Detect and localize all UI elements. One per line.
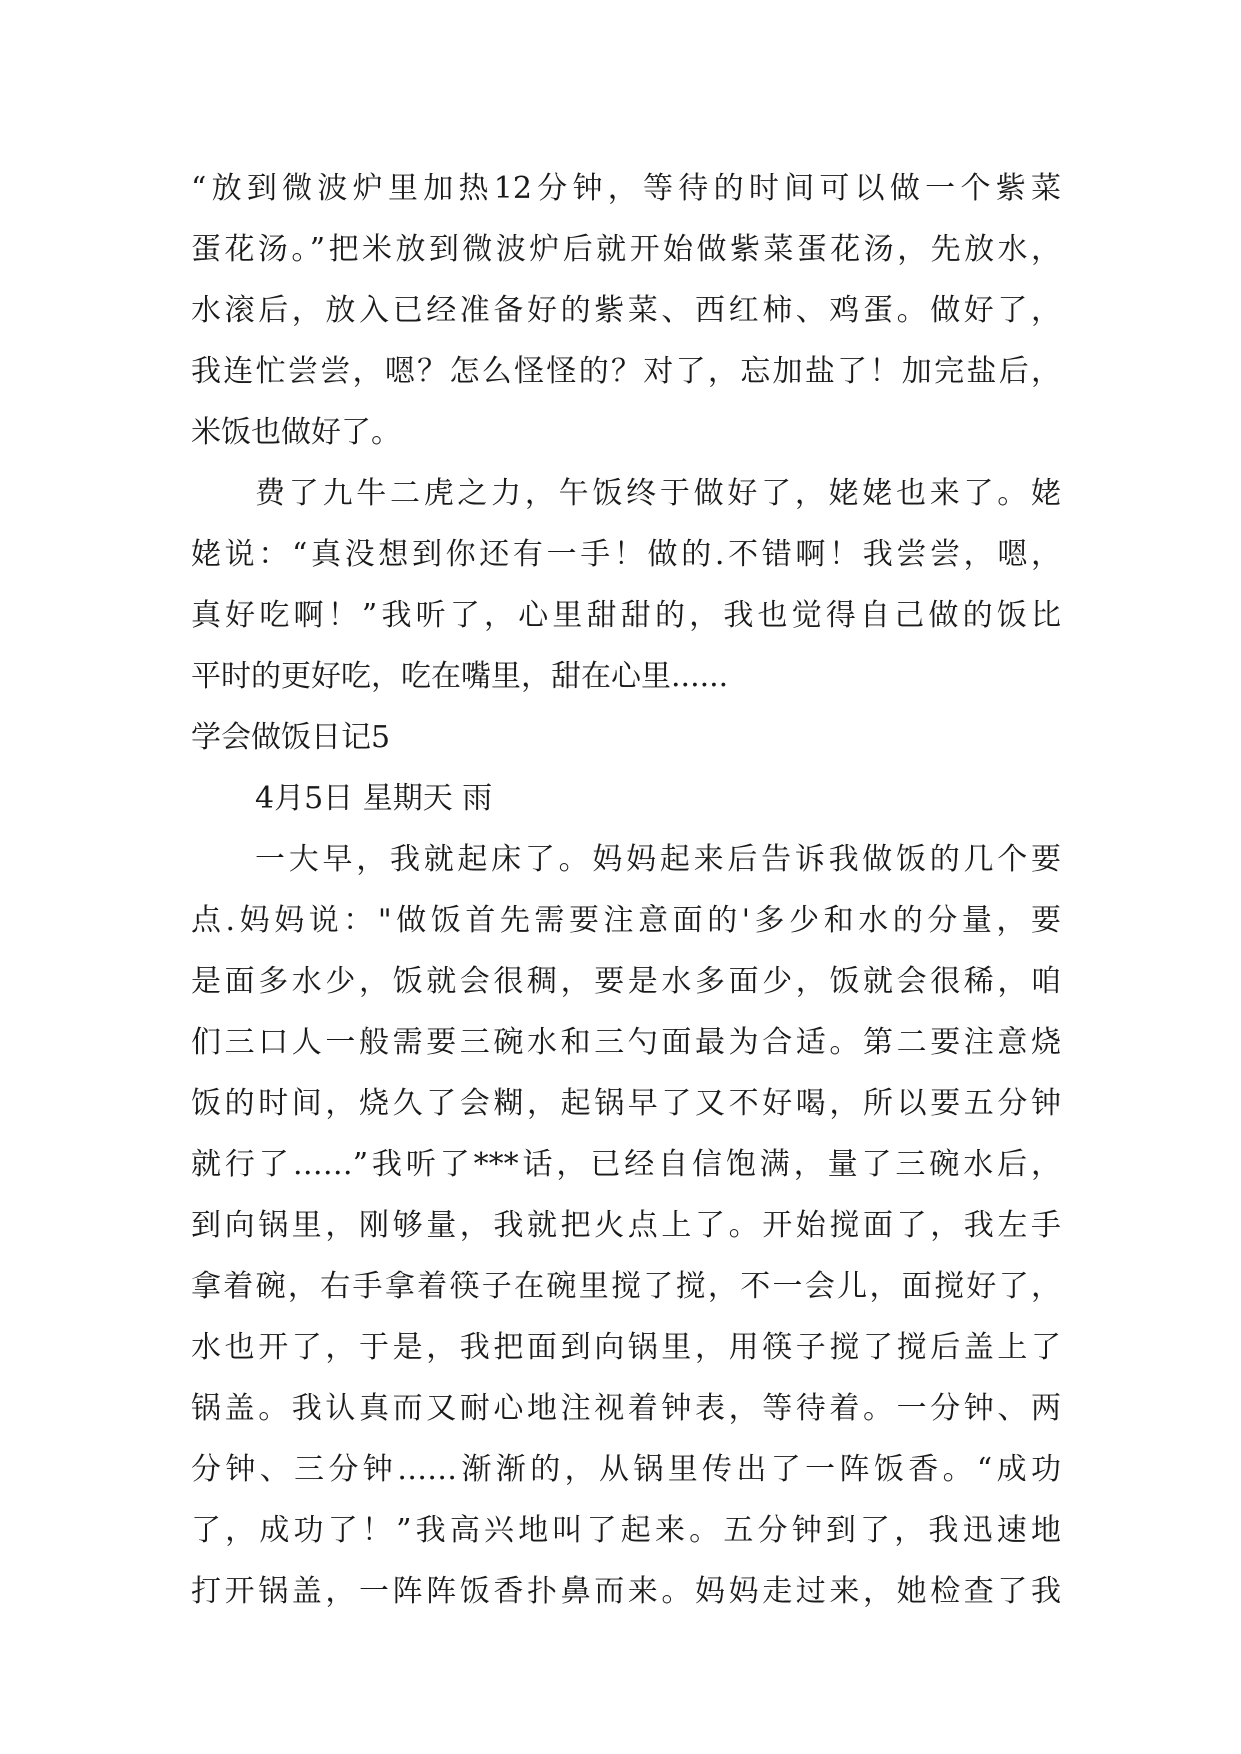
paragraph-line: 一大早，我就起床了。妈妈起来后告诉我做饭的几个要 <box>255 842 1061 877</box>
paragraph-line: 姥说：“真没想到你还有一手！做的.不错啊！我尝尝，嗯， <box>191 537 1061 572</box>
paragraph-line: 点.妈妈说："做饭首先需要注意面的'多少和水的分量，要 <box>191 903 1061 938</box>
document-body <box>191 158 1061 1622</box>
paragraph-line: 费了九牛二虎之力，午饭终于做好了，姥姥也来了。姥 <box>255 476 1061 511</box>
paragraph-line: 米饭也做好了。 <box>191 415 401 450</box>
paragraph-line: 打开锅盖，一阵阵饭香扑鼻而来。妈妈走过来，她检查了我 <box>191 1574 1061 1609</box>
paragraph-line: 真好吃啊！”我听了，心里甜甜的，我也觉得自己做的饭比 <box>191 598 1061 633</box>
paragraph-line: 了，成功了！”我高兴地叫了起来。五分钟到了，我迅速地 <box>191 1513 1061 1548</box>
paragraph-line: 饭的时间，烧久了会糊，起锅早了又不好喝，所以要五分钟 <box>191 1086 1061 1121</box>
paragraph-line: 是面多水少，饭就会很稠，要是水多面少，饭就会很稀，咱 <box>191 964 1061 999</box>
paragraph-line: 到向锅里，刚够量，我就把火点上了。开始搅面了，我左手 <box>191 1208 1061 1243</box>
paragraph-line: 我连忙尝尝，嗯？怎么怪怪的？对了，忘加盐了！加完盐后， <box>191 354 1061 389</box>
paragraph-line: 水滚后，放入已经准备好的紫菜、西红柿、鸡蛋。做好了， <box>191 293 1061 328</box>
paragraph-line: 拿着碗，右手拿着筷子在碗里搅了搅，不一会儿，面搅好了， <box>191 1269 1061 1304</box>
paragraph-line: “放到微波炉里加热12分钟，等待的时间可以做一个紫菜 <box>191 171 1061 206</box>
diary-date-line: 4月5日 星期天 雨 <box>255 781 493 816</box>
paragraph-line: 就行了……”我听了***话，已经自信饱满，量了三碗水后， <box>191 1147 1061 1182</box>
paragraph-line: 们三口人一般需要三碗水和三勺面最为合适。第二要注意烧 <box>191 1025 1061 1060</box>
paragraph-line: 锅盖。我认真而又耐心地注视着钟表，等待着。一分钟、两 <box>191 1391 1061 1426</box>
paragraph-line: 蛋花汤。”把米放到微波炉后就开始做紫菜蛋花汤，先放水， <box>191 232 1061 267</box>
paragraph-line: 水也开了，于是，我把面到向锅里，用筷子搅了搅后盖上了 <box>191 1330 1061 1365</box>
paragraph-line: 分钟、三分钟……渐渐的，从锅里传出了一阵饭香。“成功 <box>191 1452 1061 1487</box>
section-heading: 学会做饭日记5 <box>191 720 391 755</box>
paragraph-line: 平时的更好吃，吃在嘴里，甜在心里...... <box>191 659 729 694</box>
